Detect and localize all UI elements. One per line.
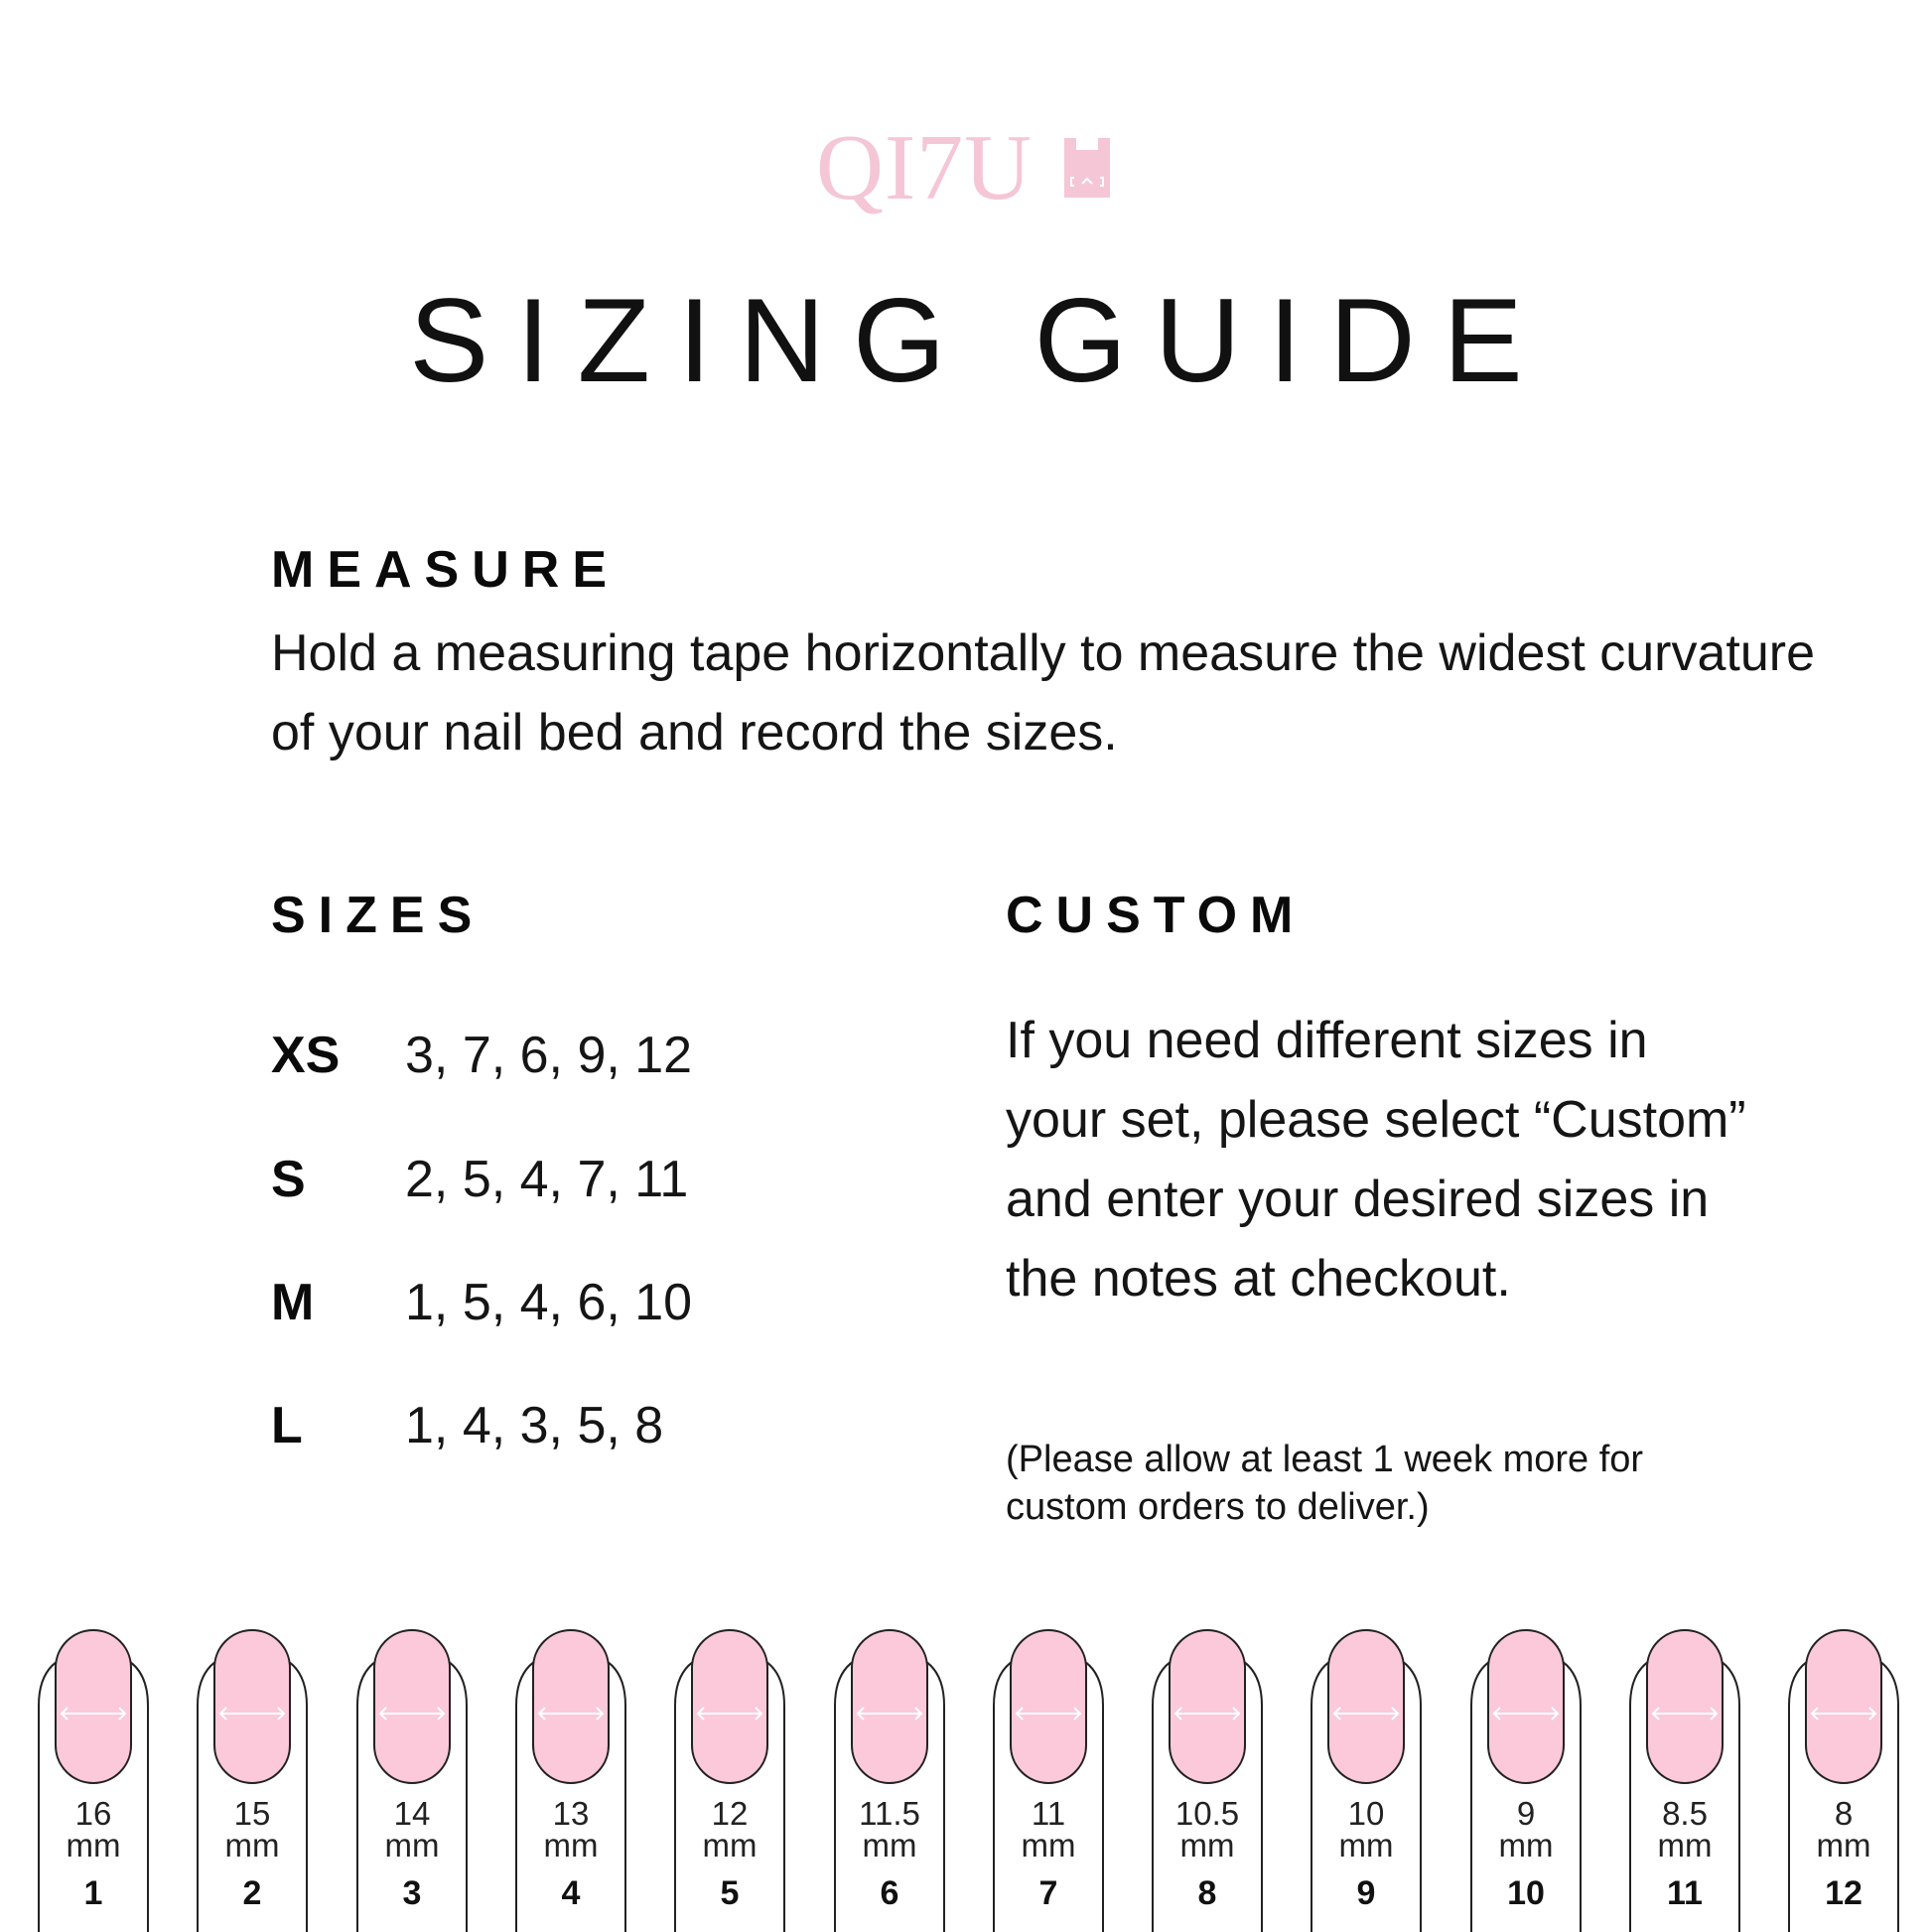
size-row-l (271, 1391, 663, 1460)
size-row-xs (271, 1021, 692, 1090)
size-name: M (271, 1274, 315, 1331)
nail-size-7 (993, 1628, 1104, 1932)
measure-heading: MEASURE (271, 541, 621, 599)
nail-width-value: 8.5 (1662, 1795, 1708, 1832)
nail-width-value: 12 (711, 1795, 749, 1832)
nail-size-number: 12 (1825, 1874, 1863, 1912)
shopping-bag-icon (1058, 134, 1116, 202)
nail-size-1 (38, 1628, 149, 1932)
custom-delivery-note: (Please allow at least 1 week more for custom orders to deliver.) (1006, 1439, 1644, 1528)
size-name: S (271, 1151, 306, 1208)
nail-size-number: 10 (1507, 1874, 1545, 1912)
measure-instructions: Hold a measuring tape horizontally to measure the widest curvature of your nail bed and record the sizes. (271, 624, 1816, 761)
nail-size-number: 3 (402, 1874, 422, 1912)
nail-size-number: 8 (1197, 1874, 1217, 1912)
nail-width-value: 16 (74, 1795, 112, 1832)
size-row-s (271, 1145, 688, 1214)
nail-size-8 (1152, 1628, 1263, 1932)
brand-logo (0, 116, 1932, 219)
nail-size-9 (1311, 1628, 1422, 1932)
size-values: 1, 5, 4, 6, 10 (405, 1274, 693, 1331)
brand-logo-text: QI7U (815, 116, 1034, 219)
nail-width-unit: mm (702, 1827, 758, 1863)
nail-size-12 (1788, 1628, 1899, 1932)
nail-width-unit: mm (384, 1827, 440, 1863)
nail-size-5 (674, 1628, 785, 1932)
nail-width-value: 9 (1516, 1795, 1536, 1832)
nail-width-unit: mm (66, 1827, 121, 1863)
sizes-heading: SIZES (271, 887, 485, 944)
custom-instructions: If you need different sizes in your set, please select “Custom” and enter your desired sizes in the notes at checkout. (1006, 1012, 1746, 1308)
nail-size-number: 9 (1356, 1874, 1376, 1912)
nail-width-unit: mm (543, 1827, 599, 1863)
nail-width-value: 15 (233, 1795, 271, 1832)
page-title: SIZING GUIDE (409, 274, 1551, 407)
size-values: 1, 4, 3, 5, 8 (405, 1397, 664, 1454)
size-name: L (271, 1397, 303, 1454)
nail-size-11 (1629, 1628, 1740, 1932)
nail-width-value: 10.5 (1174, 1795, 1240, 1832)
size-name: XS (271, 1027, 341, 1084)
nail-size-10 (1470, 1628, 1582, 1932)
nail-width-unit: mm (1021, 1827, 1076, 1863)
nail-size-4 (515, 1628, 626, 1932)
size-values: 3, 7, 6, 9, 12 (405, 1027, 693, 1084)
nail-size-3 (356, 1628, 468, 1932)
custom-heading: CUSTOM (1006, 887, 1307, 944)
nail-size-number: 4 (561, 1874, 581, 1912)
nail-width-value: 11.5 (859, 1795, 920, 1832)
nail-width-value: 14 (393, 1795, 431, 1832)
nail-size-number: 6 (880, 1874, 899, 1912)
nail-width-value: 13 (552, 1795, 590, 1832)
nail-size-chart (0, 1628, 1932, 1932)
size-row-m (271, 1268, 692, 1337)
nail-width-unit: mm (1179, 1827, 1235, 1863)
nail-width-unit: mm (1816, 1827, 1871, 1863)
nail-width-value: 10 (1347, 1795, 1385, 1832)
nail-size-number: 7 (1038, 1874, 1058, 1912)
size-values: 2, 5, 4, 7, 11 (405, 1151, 689, 1208)
nail-width-unit: mm (224, 1827, 280, 1863)
nail-size-number: 2 (242, 1874, 262, 1912)
nail-width-unit: mm (862, 1827, 917, 1863)
nail-width-unit: mm (1657, 1827, 1713, 1863)
nail-size-number: 1 (83, 1874, 103, 1912)
nail-size-number: 5 (720, 1874, 740, 1912)
nail-size-6 (834, 1628, 945, 1932)
nail-size-2 (197, 1628, 308, 1932)
nail-width-unit: mm (1498, 1827, 1554, 1863)
nail-width-unit: mm (1338, 1827, 1394, 1863)
nail-width-value: 11 (1031, 1795, 1066, 1832)
nail-width-value: 8 (1834, 1795, 1854, 1832)
nail-size-number: 11 (1667, 1874, 1703, 1912)
